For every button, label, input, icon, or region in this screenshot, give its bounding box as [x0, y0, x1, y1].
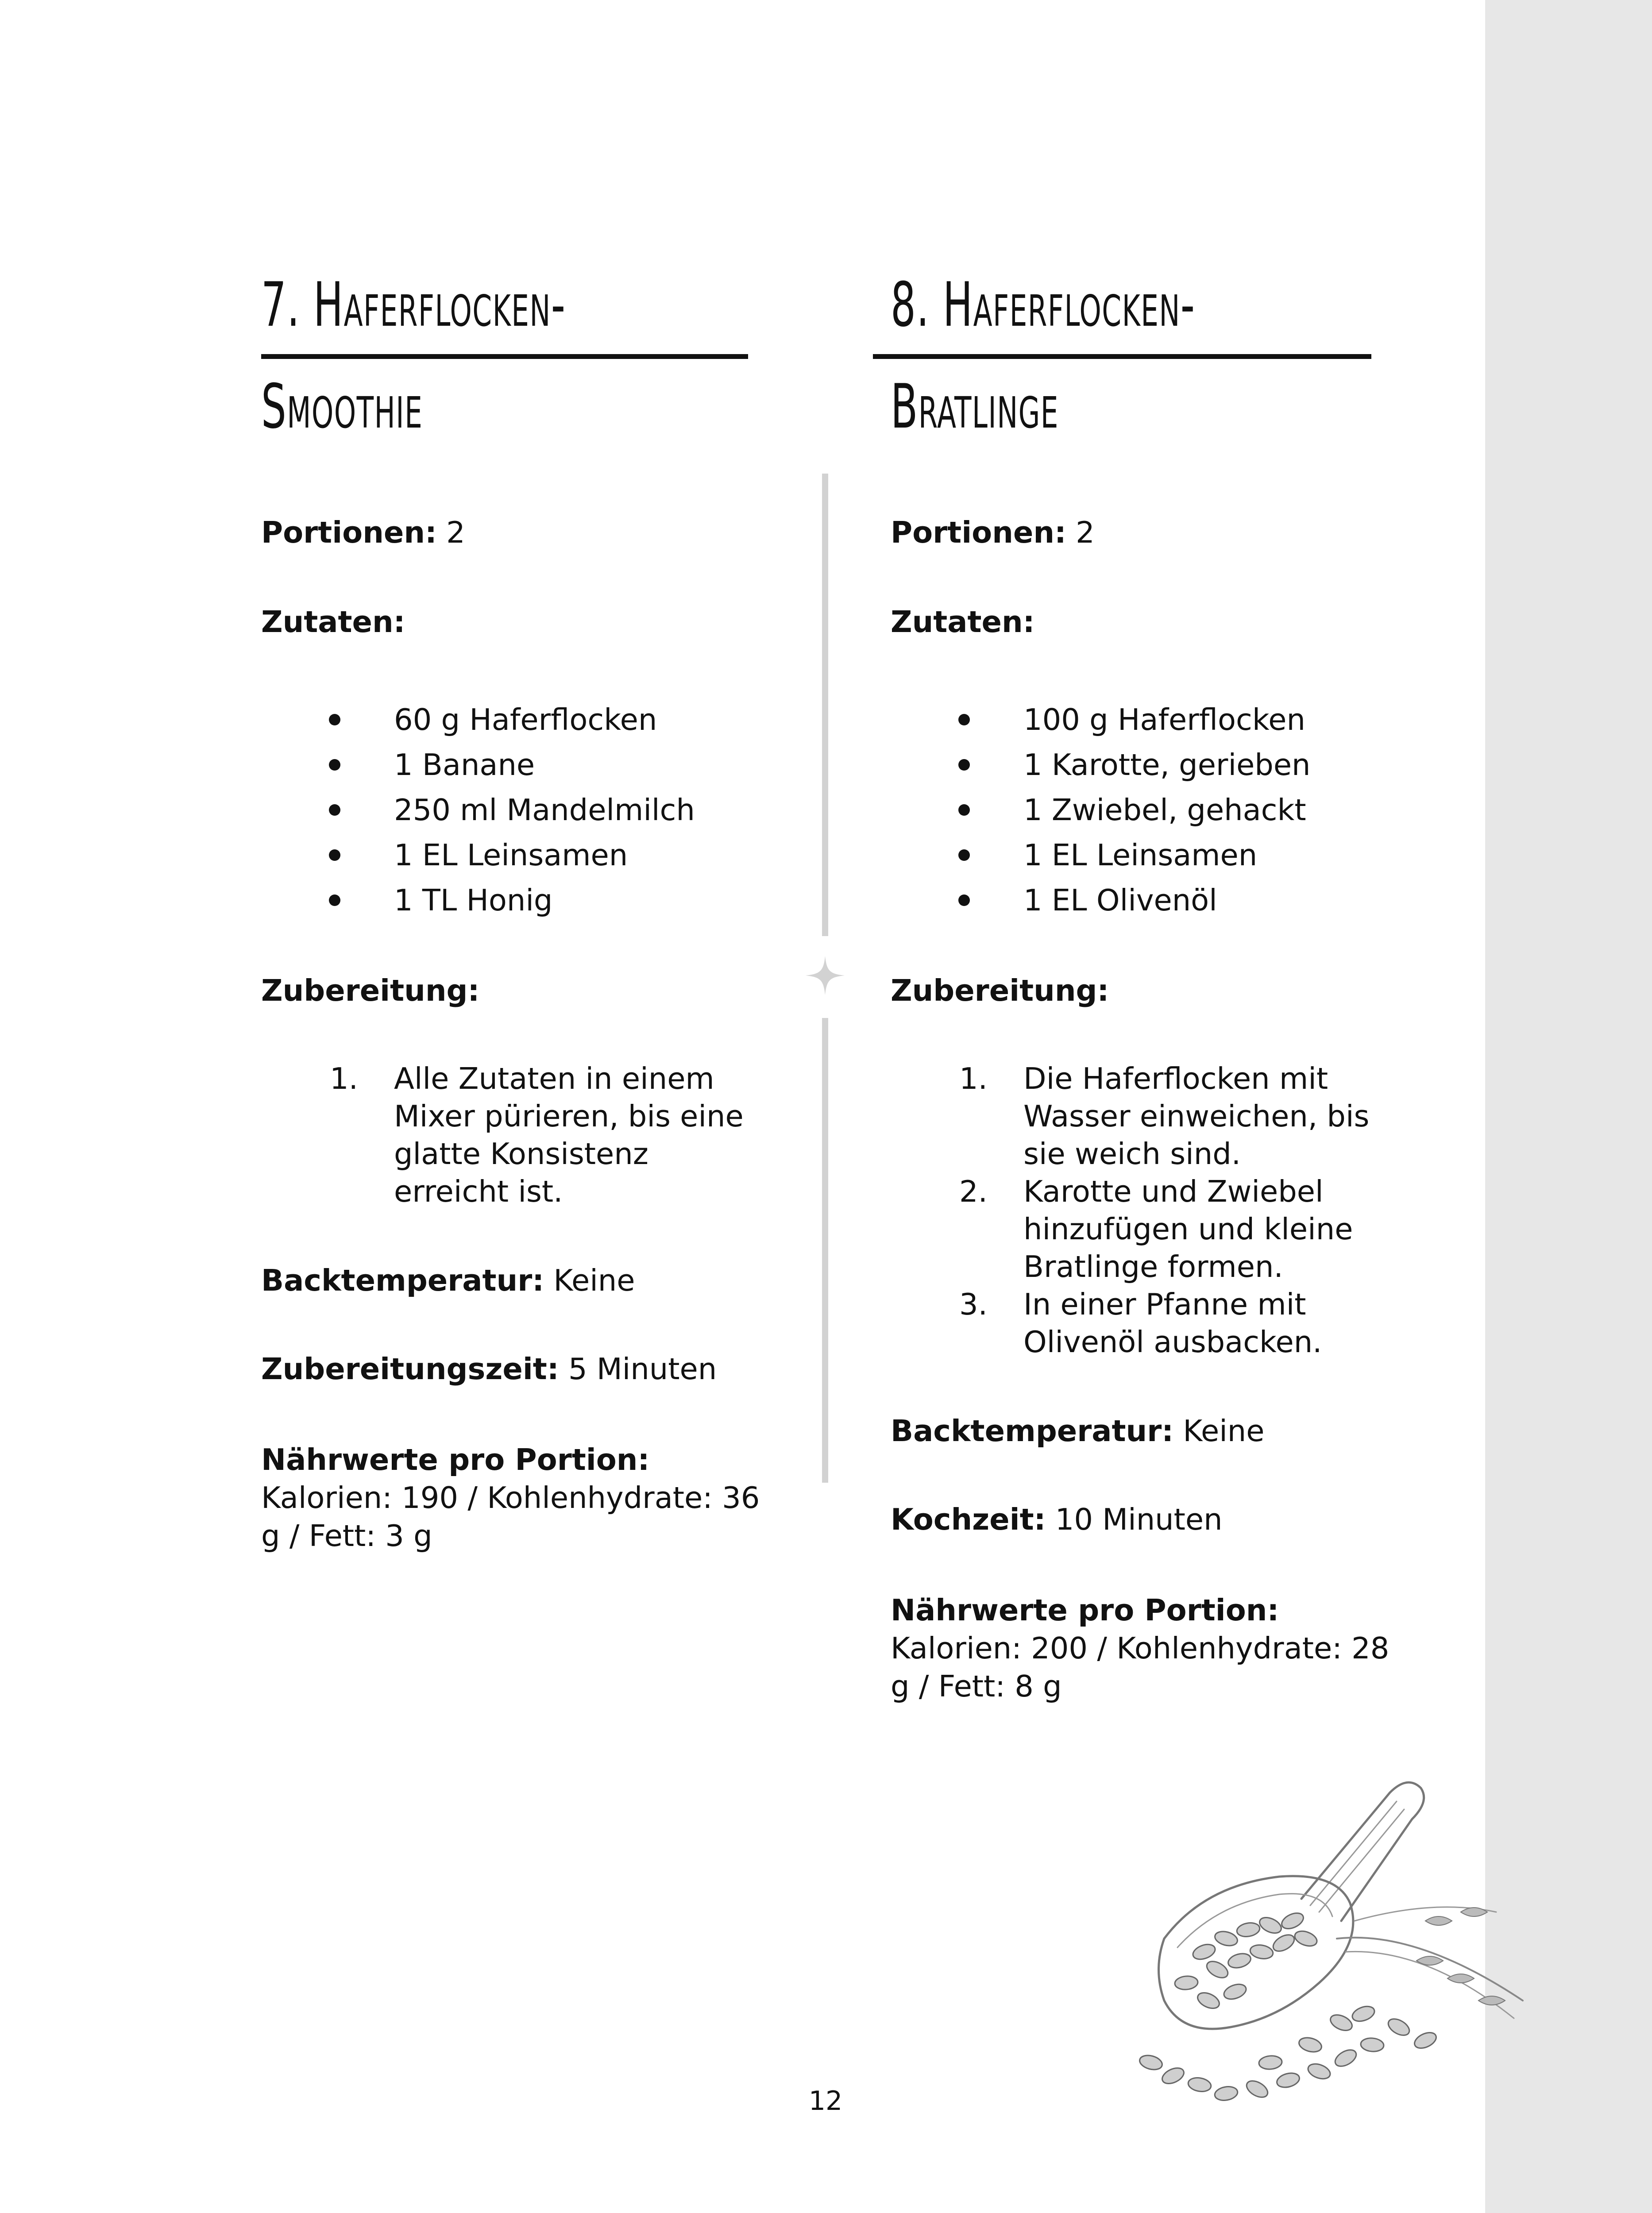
ingredient-item: 1 EL Leinsamen [261, 833, 695, 878]
bullet-icon [958, 849, 970, 861]
recipe-title-line2: Bratlinge [891, 371, 1059, 442]
bullet-icon [958, 759, 970, 771]
step-number: 3. [959, 1287, 988, 1322]
bullet-icon [329, 804, 340, 816]
time-label: Kochzeit: [891, 1502, 1046, 1537]
title-underline [261, 354, 748, 359]
servings [261, 513, 465, 551]
step-item [891, 1286, 1378, 1361]
column-divider-bottom [822, 1018, 828, 1483]
step-item [891, 1060, 1378, 1173]
cooking-time [891, 1500, 1223, 1538]
baking-temperature [261, 1261, 635, 1299]
ingredient-item: 100 g Haferflocken [891, 697, 1311, 742]
temp-label: Backtemperatur: [891, 1414, 1174, 1448]
ingredient-item: 1 Zwiebel, gehackt [891, 787, 1311, 833]
step-list [261, 1060, 766, 1211]
servings [891, 513, 1095, 551]
recipe-title-line2: Smoothie [261, 371, 423, 442]
nutrition-text: Kalorien: 190 / Kohlenhydrate: 36 g / Fett: 3 g [261, 1480, 760, 1553]
ingredients-label: Zutaten: [261, 605, 405, 639]
nutrition-text: Kalorien: 200 / Kohlenhydrate: 28 g / Fett: 8 g [891, 1631, 1390, 1704]
step-text: Die Haferflocken mit Wasser einweichen, bis sie weich sind. [1023, 1061, 1370, 1171]
step-text: Alle Zutaten in einem Mixer pürieren, bis eine glatte Konsistenz erreicht ist. [394, 1061, 744, 1209]
nutrition-label: Nährwerte pro Portion: [261, 1442, 650, 1477]
page-number: 12 [808, 2086, 843, 2117]
step-number: 1. [330, 1061, 358, 1096]
step-item [891, 1173, 1378, 1286]
servings-label: Portionen: [261, 515, 437, 550]
ingredient-item: 250 ml Mandelmilch [261, 787, 695, 833]
time-value: 5 Minuten [568, 1352, 717, 1386]
bullet-icon [329, 849, 340, 861]
temp-value: Keine [553, 1263, 635, 1298]
preparation-time [261, 1350, 717, 1388]
oat-scoop-illustration [1071, 1753, 1540, 2124]
ingredient-item: 1 Karotte, gerieben [891, 742, 1311, 787]
ingredients-heading [261, 603, 405, 641]
column-divider-top [822, 474, 828, 936]
ingredients-heading [891, 603, 1034, 641]
ingredient-list [261, 697, 695, 923]
recipe-title-line1: 7. Haferflocken- [261, 269, 566, 340]
ingredient-item: 1 EL Leinsamen [891, 833, 1311, 878]
step-number: 1. [959, 1061, 988, 1096]
nutrition [261, 1441, 761, 1555]
step-text: Karotte und Zwiebel hinzufügen und kleine Bratlinge formen. [1023, 1174, 1353, 1284]
ingredient-item: 60 g Haferflocken [261, 697, 695, 742]
nutrition [891, 1591, 1391, 1705]
servings-value: 2 [1076, 515, 1095, 550]
baking-temperature [891, 1412, 1265, 1450]
bullet-icon [329, 714, 340, 725]
bullet-icon [329, 759, 340, 771]
temp-value: Keine [1183, 1414, 1265, 1448]
bullet-icon [958, 894, 970, 906]
servings-label: Portionen: [891, 515, 1066, 550]
servings-value: 2 [446, 515, 465, 550]
step-number: 2. [959, 1174, 988, 1209]
step-text: In einer Pfanne mit Olivenöl ausbacken. [1023, 1287, 1322, 1359]
time-value: 10 Minuten [1055, 1502, 1223, 1537]
ingredient-list [891, 697, 1311, 923]
nutrition-label: Nährwerte pro Portion: [891, 1593, 1279, 1627]
preparation-label: Zubereitung: [891, 973, 1109, 1008]
recipe-title-line1: 8. Haferflocken- [891, 269, 1196, 340]
step-item [261, 1060, 766, 1211]
bullet-icon [329, 894, 340, 906]
ingredient-item: 1 Banane [261, 742, 695, 787]
temp-label: Backtemperatur: [261, 1263, 544, 1298]
ingredient-item: 1 EL Olivenöl [891, 878, 1311, 923]
bullet-icon [958, 714, 970, 725]
ingredient-item: 1 TL Honig [261, 878, 695, 923]
bullet-icon [958, 804, 970, 816]
time-label: Zubereitungszeit: [261, 1352, 559, 1386]
ingredients-label: Zutaten: [891, 605, 1035, 639]
preparation-heading [891, 972, 1109, 1010]
sparkle-icon [806, 956, 845, 995]
preparation-heading [261, 972, 479, 1010]
preparation-label: Zubereitung: [261, 973, 480, 1008]
step-list [891, 1060, 1378, 1361]
title-underline [873, 354, 1371, 359]
